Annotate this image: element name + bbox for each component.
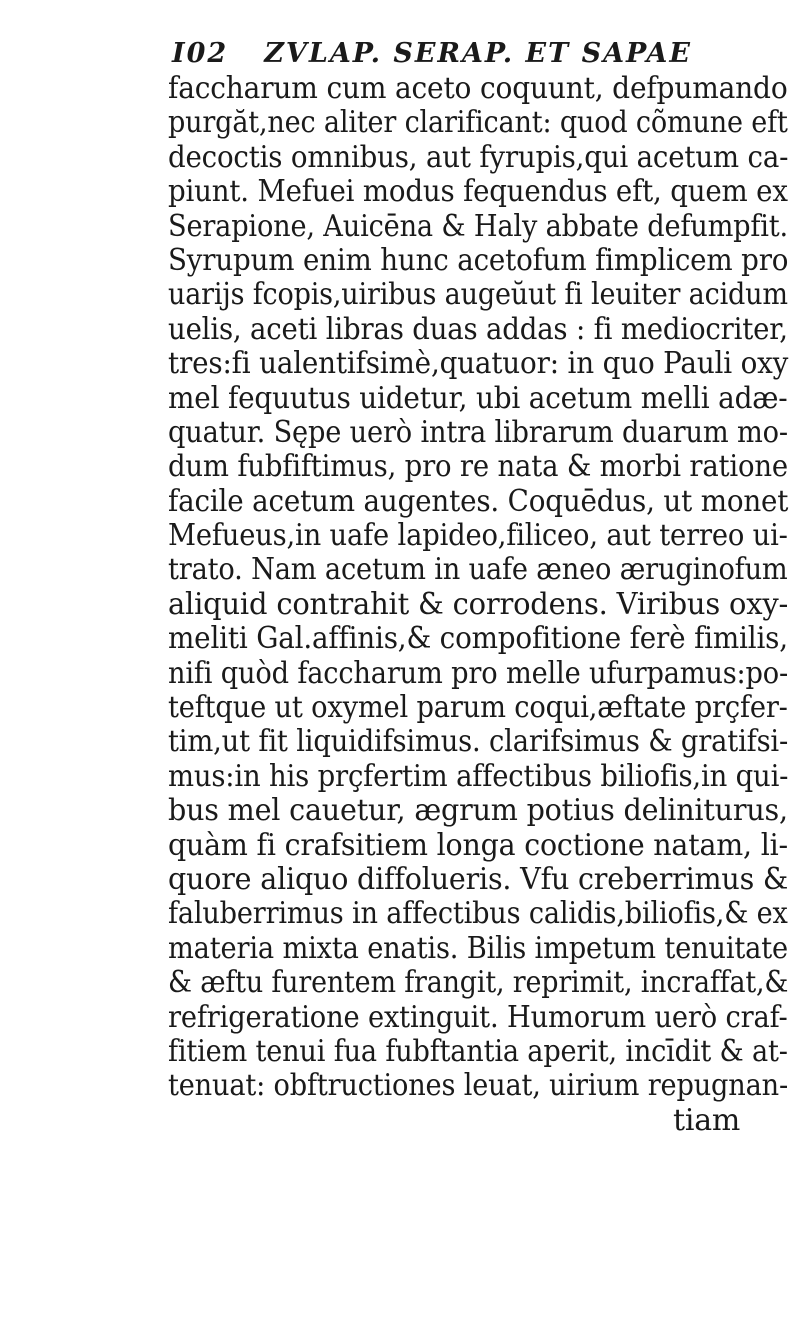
catchword: tiam xyxy=(673,1102,741,1138)
text-line: mel fequutus uidetur, ubi acetum melli adæ- xyxy=(168,380,788,416)
text-line: uarijs fcopis,uiribus augeŭut fi leuiter acidum xyxy=(168,277,788,313)
text-line: Mefueus,in uafe lapideo,filiceo, aut terreo ui- xyxy=(168,518,788,554)
text-line: quàm fi crafsitiem longa coctione natam, li- xyxy=(168,827,788,863)
text-line: quatur. Sępe uerò intra librarum duarum mo- xyxy=(168,414,788,450)
text-line: faccharum cum aceto coquunt, defpumando xyxy=(168,71,788,106)
text-line: trato. Nam acetum in uafe æneo æruginofum xyxy=(168,552,788,588)
text-line: faluberrimus in affectibus calidis,biliofis,& ex xyxy=(168,896,788,932)
text-line: nifi quòd faccharum pro melle ufurpamus:po- xyxy=(168,655,789,691)
page-number: I02 xyxy=(172,38,229,69)
text-line: facile acetum augentes. Coquēdus, ut monet xyxy=(168,483,789,519)
text-line: materia mixta enatis. Bilis impetum tenuitate xyxy=(168,930,788,966)
text-line: quore aliquo diffolueris. Vfu creberrimus & xyxy=(168,861,789,897)
text-line: aliquid contrahit & corrodens. Viribus oxy- xyxy=(168,586,789,622)
text-line: & æftu furentem frangit, reprimit, incraffat,& xyxy=(168,965,789,1001)
body-text xyxy=(168,72,788,1138)
text-line: purgăt,nec aliter clarificant: quod cõmune eft xyxy=(168,105,788,141)
text-line: uelis, aceti libras duas addas : fi mediocriter, xyxy=(168,311,788,347)
text-line: teftque ut oxymel parum coqui,æftate prçfer- xyxy=(168,690,788,726)
text-line: tres:fi ualentifsimè,quatuor: in quo Pauli oxy xyxy=(168,346,789,382)
text-line: bus mel cauetur, ægrum potius deliniturus, xyxy=(168,793,788,829)
text-line: piunt. Mefuei modus fequendus eft, quem ex xyxy=(168,174,788,210)
text-line: meliti Gal.affinis,& compofitione ferè fimilis, xyxy=(168,621,788,657)
text-line: mus:in his prçfertim affectibus biliofis,in qui- xyxy=(168,758,789,794)
text-line: fitiem tenui fua fubftantia aperit, incīdit & at- xyxy=(168,1033,788,1069)
text-line: decoctis omnibus, aut fyrupis,qui acetum ca- xyxy=(168,139,789,175)
text-line: refrigeratione extinguit. Humorum uerò craf- xyxy=(168,999,788,1035)
text-line: Syrupum enim hunc acetofum fimplicem pro xyxy=(168,242,789,278)
running-title: ZVLAP. SERAP. ET SAPAE xyxy=(264,38,692,69)
text-line: tim,ut fit liquidifsimus. clarifsimus & gratifsi- xyxy=(168,724,789,760)
text-line: dum fubfiftimus, pro re nata & morbi ratione xyxy=(168,449,788,485)
text-line: tenuat: obftructiones leuat, uirium repugnan- xyxy=(168,1068,788,1104)
text-line: Serapione, Auicēna & Haly abbate defumpfit. xyxy=(168,208,789,244)
